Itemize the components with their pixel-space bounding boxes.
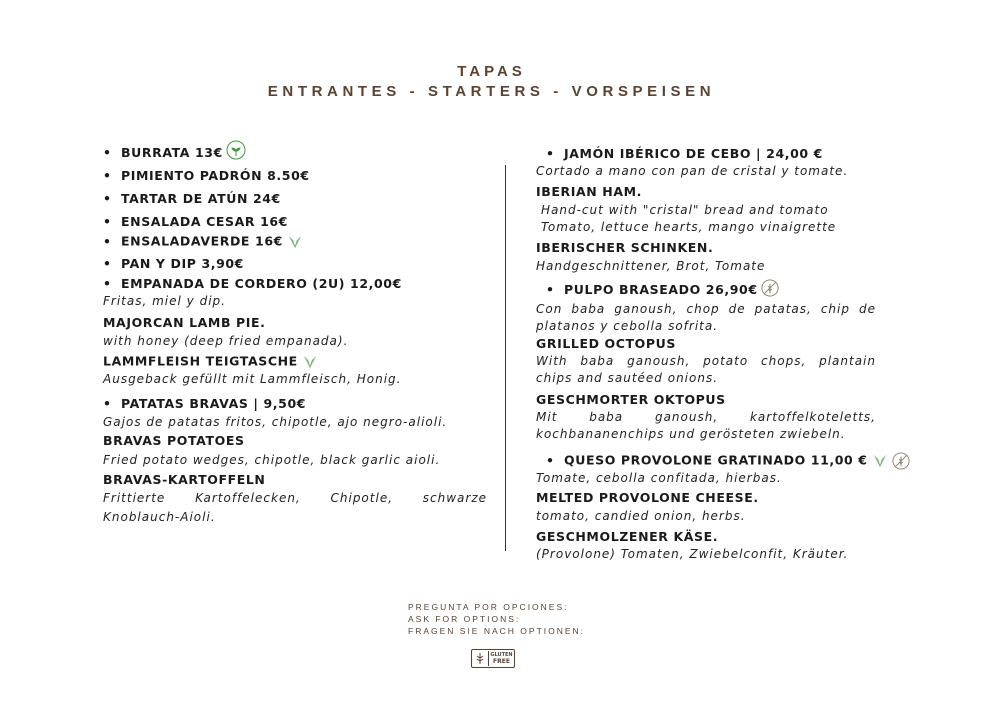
badge-text-free: FREE	[493, 657, 510, 665]
empanada-title-en: MAJORCAN LAMB PIE.	[103, 315, 266, 330]
item-verde	[103, 233, 304, 251]
pulpo-desc-de-2: kochbananenchips und gerösteten zwiebeln.	[536, 427, 846, 441]
bravas-title-en: BRAVAS POTATOES	[103, 433, 245, 448]
empanada-desc-en: with honey (deep fried empanada).	[103, 334, 349, 348]
item-label: BURRATA 13€	[121, 145, 223, 160]
item-burrata	[103, 145, 246, 161]
empanada-title-de	[103, 353, 319, 371]
bravas-desc-de-1: Frittierte Kartoffelecken, Chipotle, schwarze	[103, 491, 487, 505]
gluten-free-badge	[471, 649, 515, 668]
bravas-title-de: BRAVAS-KARTOFFELN	[103, 472, 266, 487]
jamon-desc-en-1: Hand-cut with "cristal" bread and tomato	[541, 203, 829, 217]
pulpo-desc-en-1: With baba ganoush, potato chops, plantain	[536, 354, 876, 368]
vegetarian-icon	[286, 233, 304, 251]
page-subtitle: ENTRANTES - STARTERS - VORSPEISEN	[267, 83, 716, 100]
bravas-desc-es: Gajos de patatas fritos, chipotle, ajo negro-alioli.	[103, 415, 448, 429]
empanada-desc-es: Fritas, miel y dip.	[103, 294, 226, 308]
footer-line-de: FRAGEN SIE NACH OPTIONEN:	[408, 626, 586, 636]
vegetarian-icon	[871, 452, 889, 470]
jamon-title-de: IBERISCHER SCHINKEN.	[536, 240, 714, 255]
item-pan: • PAN Y DIP 3,90€	[103, 256, 244, 272]
vegan-icon	[226, 140, 246, 160]
item-jamon: • JAMÓN IBÉRICO DE CEBO | 24,00 €	[546, 146, 823, 162]
queso-desc-de: (Provolone) Tomaten, Zwiebelconfit, Kräuter.	[536, 547, 849, 561]
item-empanada: • EMPANADA DE CORDERO (2U) 12,00€	[103, 276, 402, 292]
wheat-icon	[472, 651, 489, 666]
jamon-desc-es: Cortado a mano con pan de cristal y tomate.	[536, 164, 849, 178]
item-label: LAMMFLEISH TEIGTASCHE	[103, 353, 298, 369]
empanada-desc-de: Ausgeback gefüllt mit Lammfleisch, Honig.	[103, 372, 402, 386]
page-title: TAPAS	[457, 63, 526, 80]
footer-line-es: PREGUNTA POR OPCIONES:	[408, 602, 569, 612]
jamon-desc-de: Handgeschnittener, Brot, Tomate	[536, 259, 766, 273]
item-pimiento: • PIMIENTO PADRÓN 8.50€	[103, 168, 310, 184]
item-cesar: • ENSALADA CESAR 16€	[103, 214, 288, 230]
item-queso	[546, 452, 910, 470]
badge-text-gluten: GLUTEN	[490, 651, 513, 658]
pulpo-title-en: GRILLED OCTOPUS	[536, 336, 676, 351]
item-bravas: • PATATAS BRAVAS | 9,50€	[103, 396, 306, 412]
pulpo-desc-en-2: chips and sautéed onions.	[536, 371, 719, 385]
item-pulpo	[546, 282, 779, 298]
vegetarian-icon	[301, 353, 319, 371]
column-divider	[505, 165, 506, 551]
item-label: PULPO BRASEADO 26,90€	[564, 282, 758, 297]
footer-line-en: ASK FOR OPTIONS:	[408, 614, 521, 624]
queso-title-de: GESCHMOLZENER KÄSE.	[536, 529, 719, 544]
pulpo-desc-de-1: Mit baba ganoush, kartoffelkoteletts,	[536, 410, 876, 424]
item-label: ENSALADAVERDE 16€	[121, 233, 283, 249]
bravas-desc-en: Fried potato wedges, chipotle, black garlic aioli.	[103, 453, 441, 467]
queso-desc-es: Tomate, cebolla confitada, hierbas.	[536, 471, 782, 485]
pulpo-title-de: GESCHMORTER OKTOPUS	[536, 392, 726, 407]
pulpo-desc-es-1: Con baba ganoush, chop de patatas, chip de	[536, 302, 876, 316]
gluten-free-icon	[892, 452, 910, 470]
jamon-title-en: IBERIAN HAM.	[536, 184, 643, 199]
queso-desc-en: tomato, candied onion, herbs.	[536, 509, 746, 523]
item-label: QUESO PROVOLONE GRATINADO 11,00 €	[564, 452, 868, 468]
pulpo-desc-es-2: platanos y cebolla sofrita.	[536, 319, 719, 333]
queso-title-en: MELTED PROVOLONE CHEESE.	[536, 490, 759, 505]
bravas-desc-de-2: Knoblauch-Aioli.	[103, 510, 216, 524]
gluten-free-icon	[761, 279, 779, 297]
jamon-desc-en-2: Tomato, lettuce hearts, mango vinaigrette	[541, 220, 837, 234]
item-tartar: • TARTAR DE ATÚN 24€	[103, 191, 281, 207]
